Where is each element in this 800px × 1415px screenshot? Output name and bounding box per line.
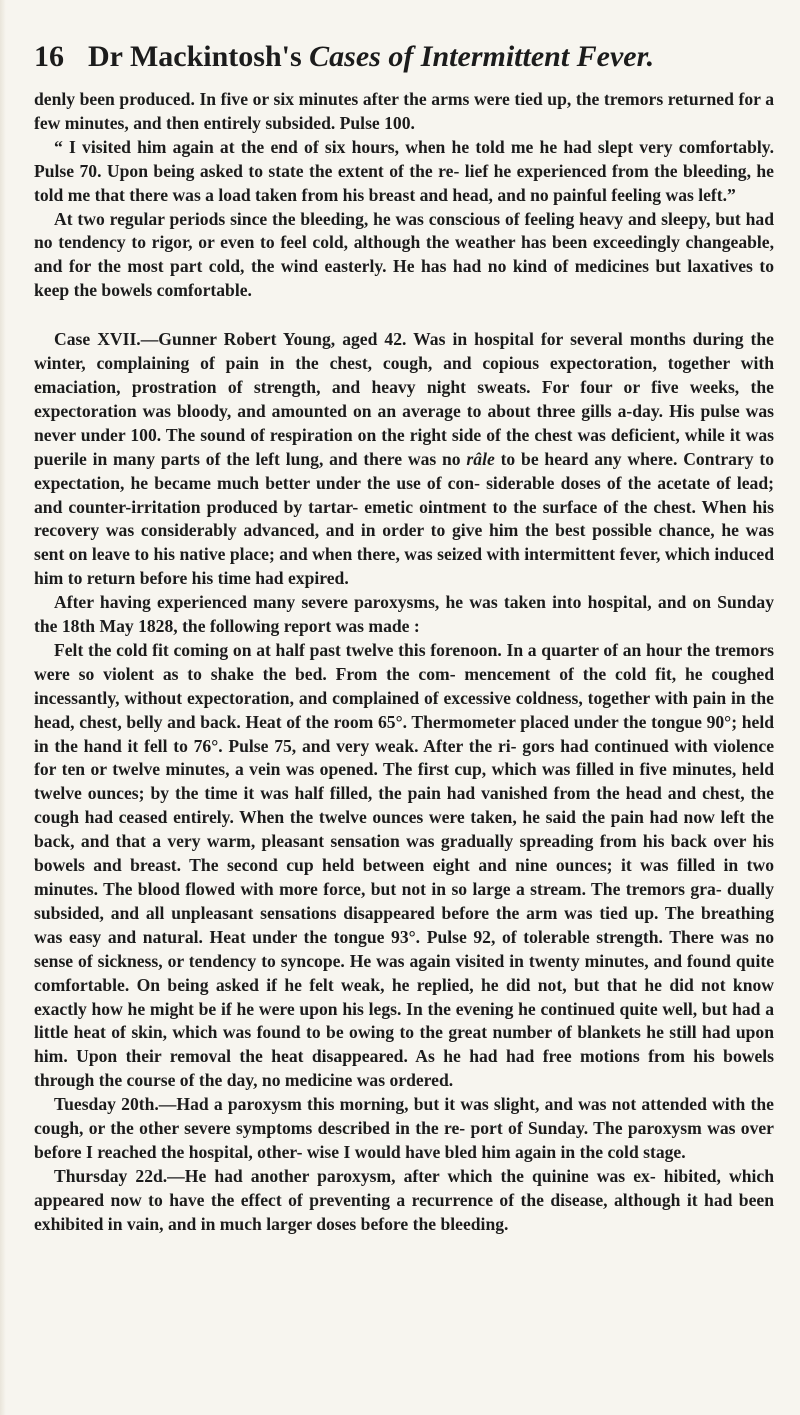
paragraph-thursday: Thursday 22d.—He had another paroxysm, after which the quinine was ex- hibited, which appeared now to have the effect of preventing a recurrence of the disease, although it had been exhibited in vain, and in much larger doses before the bleeding. [34, 1165, 774, 1234]
book-page [34, 40, 774, 1237]
paragraph-tuesday: Tuesday 20th.—Had a paroxysm this morning, but it was slight, and was not attended with the cough, or the other severe symptoms described in the re- port of Sunday. The paroxysm was over before I reached the hospital, other- wise I would have bled him again in the cold stage. [34, 1094, 774, 1162]
running-header [34, 40, 774, 86]
running-title-italic: Cases of Intermittent Fever. [309, 40, 655, 73]
case-xvii-rale: râle [466, 448, 495, 469]
paragraph-cold-fit-report: Felt the cold fit coming on at half past twelve this forenoon. In a quarter of an hour the tremors were so violent as to shake the bed. From the com- mencement of the cold fit, he coughed incessantly, without expectoration, and complained of excessive coldness, together with pain in the head, chest, belly and back. Heat of the room 65°. Thermometer placed under the tongue 90°; held in the hand it fell to 76°. Pulse 75, and very weak. After the ri- gors had continued with violence for ten or twelve minutes, a vein was opened. The first cup, which was filled in five minutes, held twelve ounces; by the time it was half filled, the pain had vanished from the head and chest, the cough had ceased entirely. When the twelve ounces were taken, he said the pain had now left the back, and that a very warm, pleasant sensation was gradually spreading from his back over his bowels and breast. The second cup held between eight and nine ounces; it was filled in two minutes. The blood flowed with more force, but not in so large a stream. The tremors gra- dually subsided, and all unpleasant sensations disappeared before the arm was tied up. The breathing was easy and natural. Heat under the tongue 93°. Pulse 92, of tolerable strength. There was no sense of sickness, or tendency to syncope. He was again visited in twenty minutes, and found quite comfortable. On being asked if he felt weak, he replied, he did not, but that he did not know exactly how he might be if he were upon his legs. In the evening he continued quite well, but had a little heat of skin, which was found to be owing to the great number of blankets he still had upon him. Upon their removal the heat disappeared. As he had had free motions from his bowels through the course of the day, no medicine was ordered. [34, 639, 774, 1091]
case-xvii-text-a: Case XVII.—Gunner Robert Young, aged 42. Was in hospital for several months during the winter, complaining of pain in the chest, cough, and copious expectoration, together with emaciation, prostration of strength, and heavy night sweats. For four or five weeks, the expectoration was bloody, and amounted on an average to about three gills a-day. His pulse was never under 100. The sound of respiration on the right side of the chest was deficient, while it was puerile in many parts of the left lung, and there was no [34, 329, 774, 469]
running-title [88, 40, 654, 74]
page-edge-shadow [0, 0, 6, 1415]
case-xvii-text-b: to be heard any where. Contrary to expectation, he became much better under the use of con- siderable doses of the acetate of lead; and counter-irritation produced by tartar- emetic ointment to the surface of the chest. When his recovery was considerably advanced, and in order to give him the best possible chance, he was sent on leave to his native place; and when there, was seized with intermittent fever, which induced him to return before his time had expired. [34, 448, 775, 589]
paragraph-periods: At two regular periods since the bleeding, he was conscious of feeling heavy and sleepy, but had no tendency to rigor, or even to feel cold, although the weather has been exceedingly changeable, and for the most part cold, the wind easterly. He has had no kind of medicines but laxatives to keep the bowels comfortable. [34, 208, 774, 301]
paragraph-quote: “ I visited him again at the end of six hours, when he told me he had slept very comfortably. Pulse 70. Upon being asked to state the extent of the re- lief he experienced from the bleeding, he told me that there was a load taken from his breast and head, and no painful feeling was left.” [34, 136, 774, 205]
page-number: 16 [34, 40, 64, 73]
running-title-author: Dr Mackintosh's [88, 40, 310, 73]
paragraph-admission: After having experienced many severe paroxysms, he was taken into hospital, and on Sunday the 18th May 1828, the following report was made : [34, 592, 774, 637]
paragraph-case-xvii [34, 328, 774, 591]
paragraph-continuation: denly been produced. In five or six minutes after the arms were tied up, the tremors returned for a few minutes, and then entirely subsided. Pulse 100. [34, 89, 774, 133]
section-gap [34, 303, 774, 328]
